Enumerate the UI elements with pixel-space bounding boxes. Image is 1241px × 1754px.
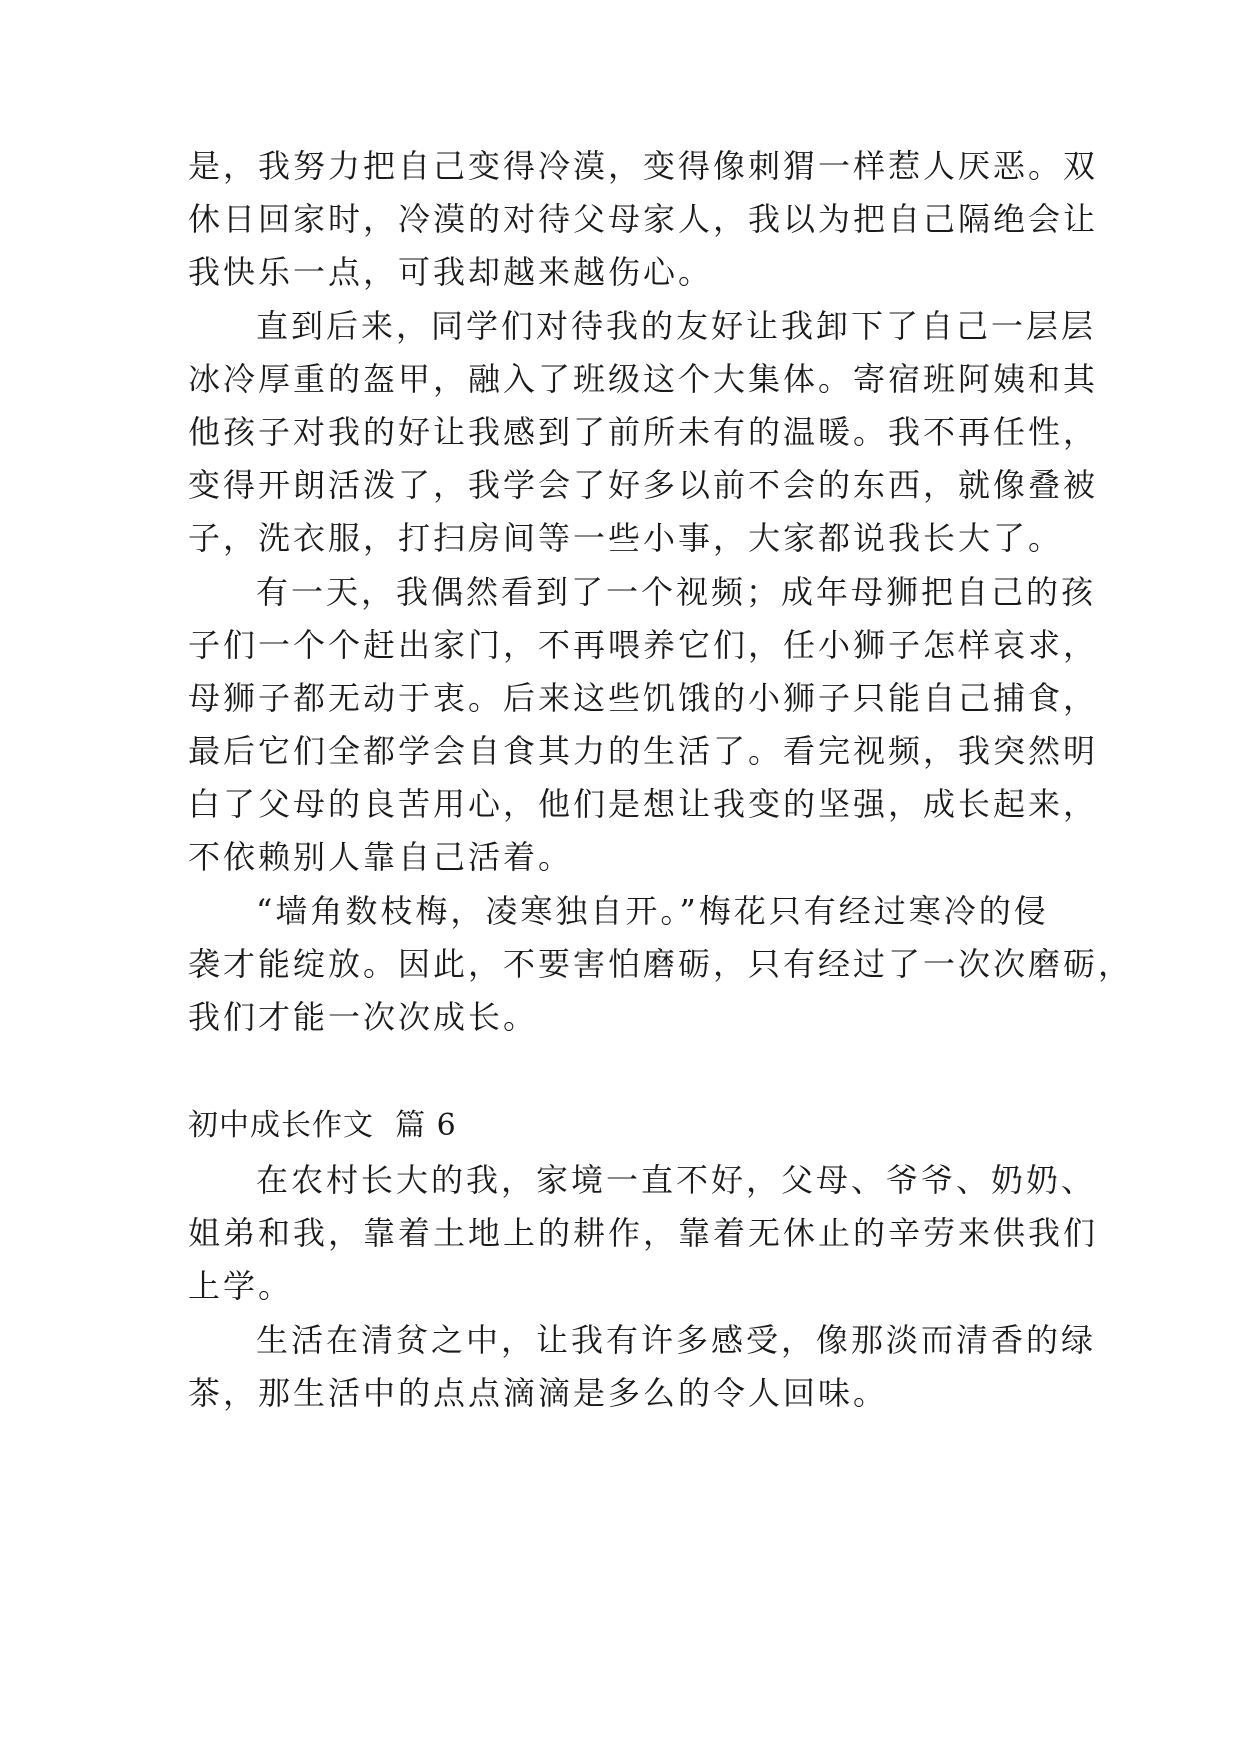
paragraph-1-line-2: 休日回家时，冷漠的对待父母家人，我以为把自己隔绝会让	[188, 200, 1099, 238]
paragraph-2-line-1: 直到后来，同学们对待我的友好让我卸下了自己一层层	[256, 307, 1097, 345]
paragraph-3-line-1: 有一天，我偶然看到了一个视频；成年母狮把自己的孩	[256, 573, 1097, 611]
paragraph-1-line-3: 我快乐一点，可我却越来越伤心。	[188, 253, 714, 291]
paragraph-3-line-3: 母狮子都无动于衷。后来这些饥饿的小狮子只能自己捕食，	[188, 679, 1099, 717]
paragraph-6-line-2: 茶，那生活中的点点滴滴是多么的令人回味。	[188, 1374, 889, 1412]
paragraph-2-line-5: 子，洗衣服，打扫房间等一些小事，大家都说我长大了。	[188, 519, 1064, 557]
paragraph-6-line-1: 生活在清贫之中，让我有许多感受，像那淡而清香的绿	[256, 1321, 1097, 1359]
paragraph-3-line-6: 不依赖别人靠自己活着。	[188, 838, 574, 876]
paragraph-5-line-3: 上学。	[188, 1267, 294, 1305]
paragraph-2-line-2: 冰冷厚重的盔甲，融入了班级这个大集体。寄宿班阿姨和其	[188, 360, 1099, 398]
paragraph-4-line-2: 袭才能绽放。因此，不要害怕磨砺，只有经过了一次次磨砺，	[188, 945, 1134, 983]
paragraph-5-line-2: 姐弟和我，靠着土地上的耕作，靠着无休止的辛劳来供我们	[188, 1214, 1099, 1252]
paragraph-2-line-3: 他孩子对我的好让我感到了前所未有的温暖。我不再任性，	[188, 413, 1099, 451]
paragraph-4-line-3: 我们才能一次次成长。	[188, 998, 539, 1036]
paragraph-3-line-4: 最后它们全都学会自食其力的生活了。看完视频，我突然明	[188, 732, 1099, 770]
paragraph-5-line-1: 在农村长大的我，家境一直不好，父母、爷爷、奶奶、	[256, 1161, 1097, 1199]
section-heading: 初中成长作文 篇 6	[188, 1108, 457, 1143]
paragraph-3-line-2: 子们一个个赶出家门，不再喂养它们，任小狮子怎样哀求，	[188, 626, 1099, 664]
paragraph-4-line-1: “墙角数枝梅，凌寒独自开。”梅花只有经过寒冷的侵	[256, 892, 1049, 930]
paragraph-2-line-4: 变得开朗活泼了，我学会了好多以前不会的东西，就像叠被	[188, 466, 1099, 504]
paragraph-1-line-1: 是，我努力把自己变得冷漠，变得像刺猬一样惹人厌恶。双	[188, 147, 1099, 185]
paragraph-3-line-5: 白了父母的良苦用心，他们是想让我变的坚强，成长起来，	[188, 785, 1099, 823]
